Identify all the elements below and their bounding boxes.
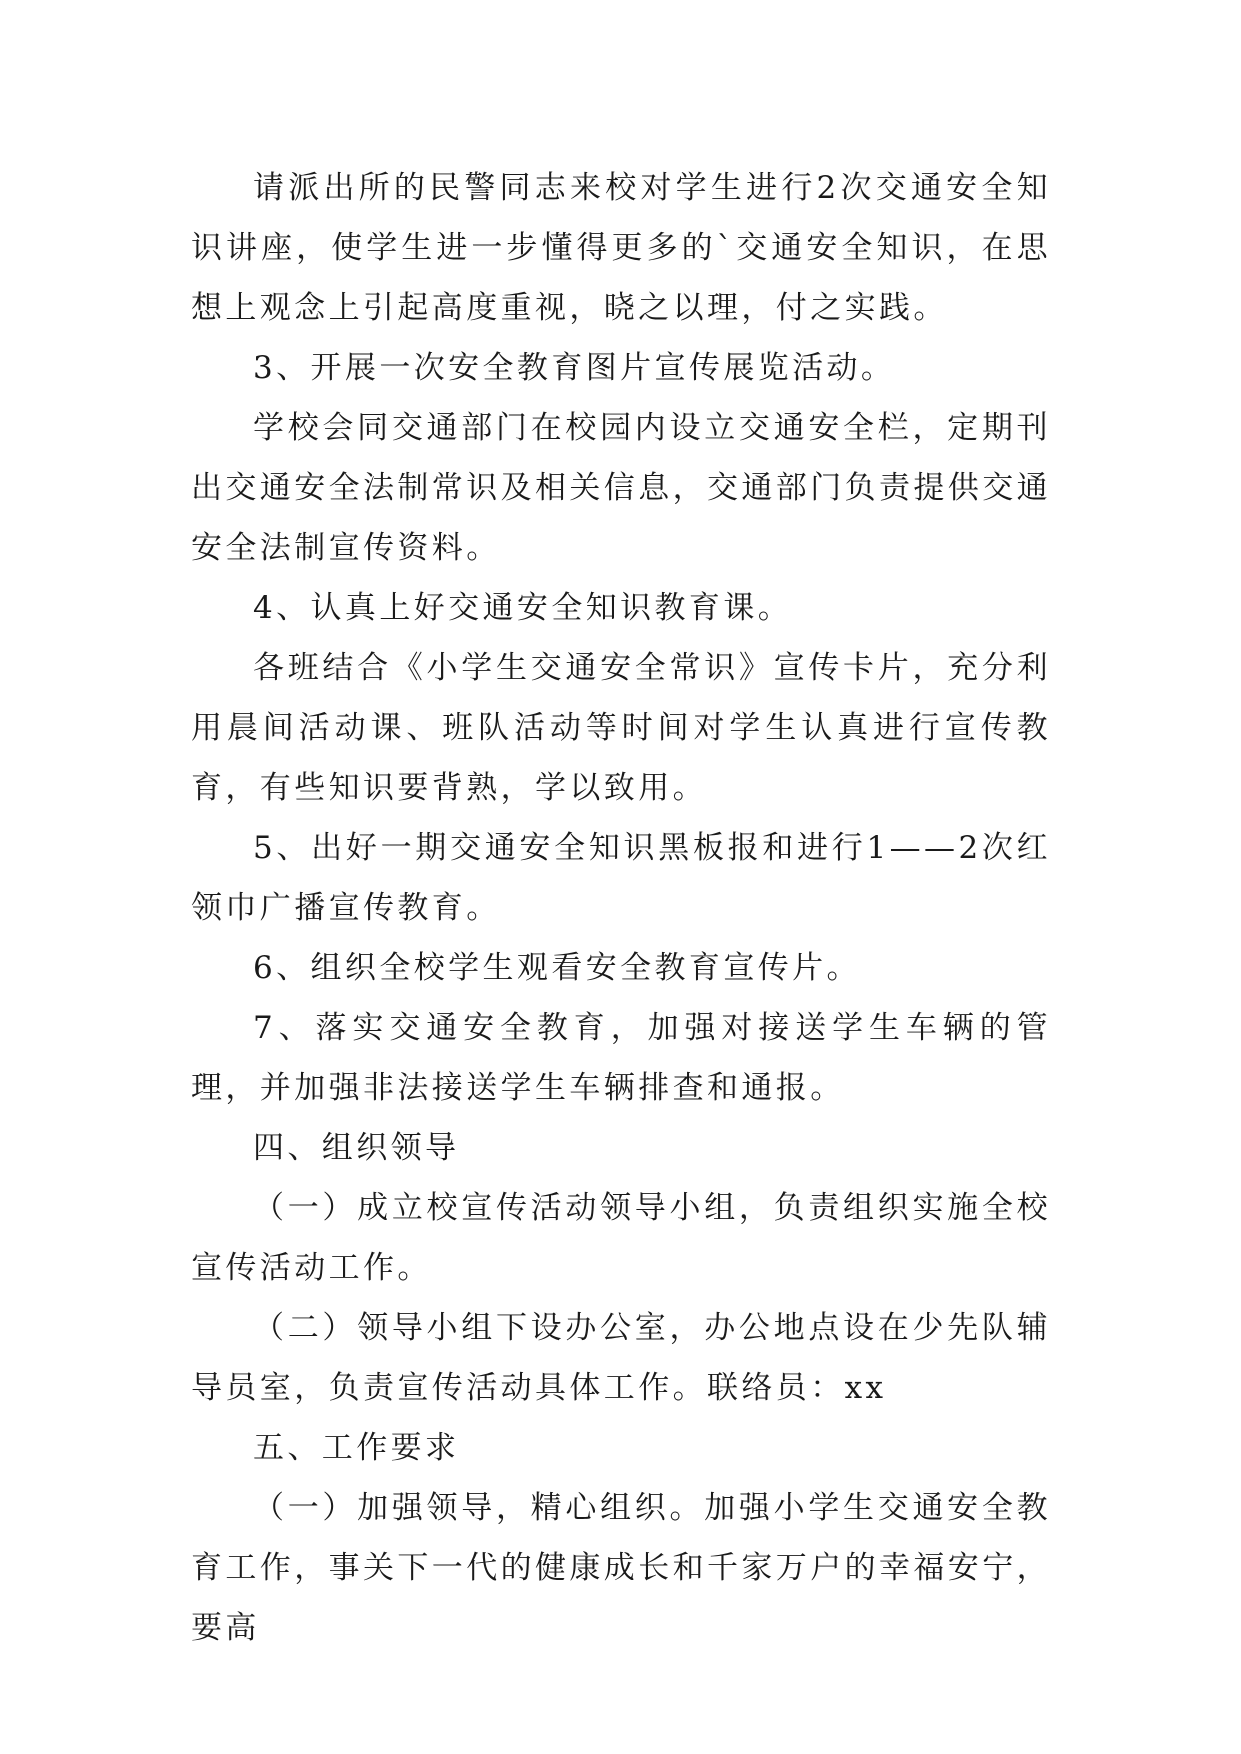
paragraph-class-education: 各班结合《小学生交通安全常识》宣传卡片，充分利用晨间活动课、班队活动等时间对学生认真进行宣传教育，有些知识要背熟，学以致用。 bbox=[191, 650, 1051, 806]
paragraph-item-3: 3、开展一次安全教育图片宣传展览活动。 bbox=[253, 350, 896, 386]
section-heading-organization: 四、组织领导 bbox=[253, 1130, 460, 1166]
paragraph-org-2: （二）领导小组下设办公室，办公地点设在少先队辅导员室，负责宣传活动具体工作。联络员：xx bbox=[191, 1310, 1051, 1406]
paragraph-org-1: （一）成立校宣传活动领导小组，负责组织实施全校宣传活动工作。 bbox=[191, 1190, 1051, 1286]
section-heading-requirements: 五、工作要求 bbox=[253, 1430, 460, 1466]
paragraph-item-5: 5、出好一期交通安全知识黑板报和进行1——2次红领巾广播宣传教育。 bbox=[191, 830, 1051, 926]
paragraph-item-4: 4、认真上好交通安全知识教育课。 bbox=[253, 590, 793, 626]
paragraph-item-7: 7、落实交通安全教育，加强对接送学生车辆的管理，并加强非法接送学生车辆排查和通报。 bbox=[191, 1010, 1051, 1106]
paragraph-safety-board: 学校会同交通部门在校园内设立交通安全栏，定期刊出交通安全法制常识及相关信息，交通部门负责提供交通安全法制宣传资料。 bbox=[191, 410, 1051, 566]
document-body bbox=[191, 158, 1051, 1658]
paragraph-req-1: （一）加强领导，精心组织。加强小学生交通安全教育工作，事关下一代的健康成长和千家万户的幸福安宁，要高 bbox=[191, 1490, 1051, 1646]
paragraph-lecture: 请派出所的民警同志来校对学生进行2次交通安全知识讲座，使学生进一步懂得更多的`交通安全知识，在思想上观念上引起高度重视，晓之以理，付之实践。 bbox=[191, 170, 1051, 326]
paragraph-item-6: 6、组织全校学生观看安全教育宣传片。 bbox=[253, 950, 861, 986]
